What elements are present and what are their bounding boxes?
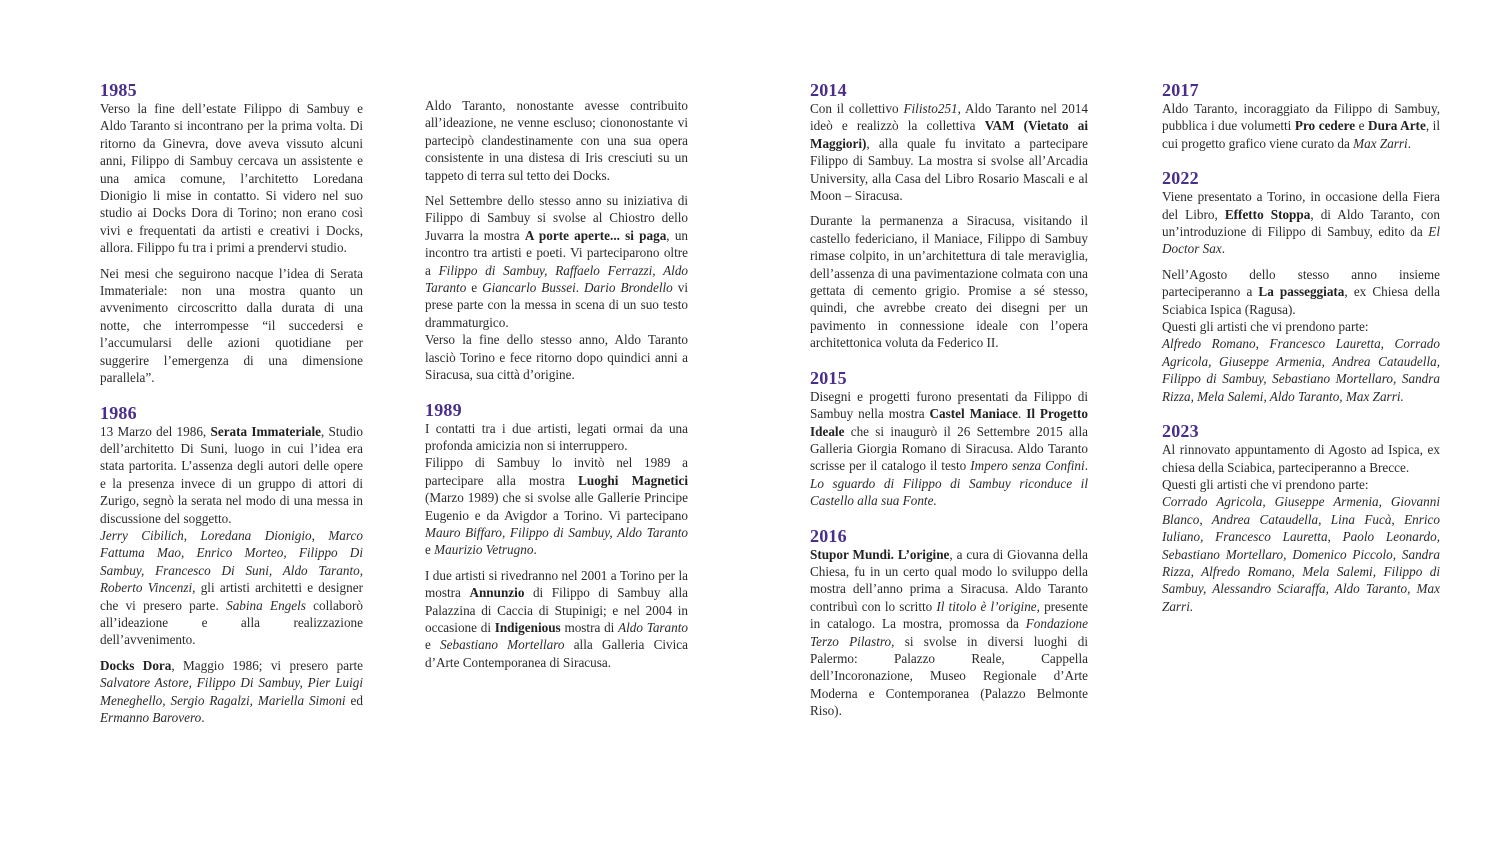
text: Nel Settembre dello stesso anno su iniziativa di Filippo di Sambuy si svolse al Chiostro dello Juvarra la mostra [425,193,688,243]
section-2017 [1162,80,1440,152]
text: Filippo di Sambuy lo invitò nel 1989 a partecipare alla mostra [425,455,688,488]
artist-names: Corrado Agricola, Giuseppe Armenia, Giovanni Blanco, Andrea Cataudella, Lina Fucà, Enrico Iuliano, Francesco Lauretta, Paolo Leonardo, Sebastiano Mortellaro, Domenico Piccolo, Sandra Rizza, Alfredo Romano, Mela Salemi, Filippo di Sambuy, Alessandro Sciaraffa, Aldo Taranto, Max Zarri. [1162,494,1440,614]
text: e [466,280,483,296]
column-4 [1162,80,1440,631]
year-heading-2015: 2015 [810,367,847,388]
column-2 [425,97,688,687]
artist-names: Alfredo Romano, Francesco Lauretta, Corrado Agricola, Giuseppe Armenia, Andrea Cataudella, Filippo di Sambuy, Sebastiano Mortellaro, Sandra Rizza, Mela Salemi, Aldo Taranto, Max Zarri. [1162,336,1440,404]
event-title: Docks Dora [100,657,172,673]
artist-names: Filippo di Sambuy, Raffaelo Ferrazzi, Aldo Taranto [425,262,689,296]
year-heading-2022: 2022 [1162,168,1199,189]
text: di Filippo di Sambuy alla Palazzina di Caccia di Stupinigi; e nel 2004 in occasione di [425,585,688,635]
paragraph [1162,266,1440,318]
paragraph [100,657,363,727]
text: mostra di [560,619,619,635]
text: e [1355,118,1369,134]
event-title: Serata Immateriale [210,423,321,439]
text: . [1017,406,1027,422]
artist-list [1162,493,1440,615]
text: I due artisti si rivedranno nel 2001 a Torino per la mostra [425,567,688,601]
text: . [1407,135,1412,151]
section-2022 [1162,168,1440,405]
text: . [1221,241,1225,257]
artist-names: Maurizio Vetrugno [434,542,534,558]
artist-names: Sabina Engels [226,597,306,613]
text: . [533,542,537,558]
year-heading-2016: 2016 [810,525,847,546]
text: Con il collettivo [810,101,904,116]
book-title: Dura Arte [1368,118,1426,134]
foundation-name: Fondazione Terzo Pilastro [810,616,1088,649]
paragraph: Verso la fine dello stesso anno, Aldo Taranto lasciò Torino e fece ritorno dopo quindici anni a Siracusa, sua città d’origine. [425,332,688,383]
text: vi prese parte con la messa in scena di un suo testo drammaturgico. [425,280,688,330]
artist-names: Sebastiano Mortellaro [440,637,565,653]
event-title: Luoghi Magnetici [578,472,688,488]
year-heading-2017: 2017 [1162,80,1199,100]
artist-names: Aldo Taranto [618,619,688,635]
section-1985 [100,80,363,387]
artist-names: Mauro Biffaro, Filippo di Sambuy, Aldo Taranto [425,524,688,540]
paragraph: I contatti tra i due artisti, legati ormai da una profonda amicizia non si interruppero. [425,420,688,453]
text: Aldo Taranto, incoraggiato da Filippo di Sambuy, pubblica i due volumetti [1162,101,1440,134]
text: . [1084,458,1088,474]
paragraph [425,454,688,558]
section-2014 [810,80,1088,352]
text-title: Impero senza Confini [970,458,1085,474]
collective-name: Filisto251 [903,101,958,116]
paragraph [100,527,363,649]
column-3 [810,80,1088,736]
paragraph [810,546,1088,720]
artist-list [1162,335,1440,405]
designer-name: Max Zarri [1353,135,1408,151]
text-title: Il titolo è l’origine [936,598,1037,614]
event-title: Il Progetto Ideale [810,406,1089,439]
artist-names: Salvatore Astore, Filippo Di Sambuy, Pier Luigi Meneghello, Sergio Ragalzi, Mariella Simoni [100,675,363,708]
paragraph [425,567,688,671]
text: , il cui progetto grafico viene curato da [1162,118,1440,151]
text: , ex Chiesa della Sciabica Ispica (Ragusa). [1162,284,1440,317]
paragraph: Questi gli artisti che vi prendono parte: [1162,319,1369,335]
paragraph: Nei mesi che seguirono nacque l’idea di Serata Immateriale: non una mostra quanto un avvenimento circoscritto dalla durata di una notte, che interrompesse “il succedersi e l’accumularsi delle azioni quotidiane per suggerire l’emergenza di una dimensione parallela”. [100,265,363,386]
text: ed [345,692,363,708]
text: collaborò all’ideazione e alla realizzazione dell’avvenimento. [100,597,363,648]
event-title: A porte aperte... si paga [524,227,667,243]
paragraph [1162,100,1440,152]
event-title: VAM (Vietato ai Maggiori) [810,118,1088,151]
text: , Studio dell’architetto Di Suni, luogo in cui l’idea era stata partorita. L’assenza degli autori delle opere e la presenza invece di un gruppo di attori di Zurigo, segnò la serata nel modo di una messa in discussione del soggetto. [100,423,363,526]
text: , Maggio 1986; vi presero parte [171,657,363,673]
text: , a cura di Giovanna della Chiesa, fu in un certo qual modo lo sviluppo della mostra dell’anno prima a Siracusa. Aldo Taranto contribuì con lo scritto [810,546,1088,614]
section-2023 [1162,421,1440,615]
text: e [425,637,441,653]
paragraph: Durante la permanenza a Siracusa, visitando il castello federiciano, il Maniace, Filippo di Sambuy rimase colpito, in un’architettura di tale meraviglia, dell’assenza di una pavimentazione colmata con una gettata di cemento grigio. Promise a sé stesso, quindi, che avrebbe creato dei disegni per un pavimento in connessione ideale con l’opera architettonica voluta da Federico II. [810,213,1088,351]
paragraph [100,423,363,527]
text: , di Aldo Taranto, con un’introduzione di Filippo di Sambuy, edito da [1162,206,1440,240]
text: 13 Marzo del 1986, [100,423,211,439]
paragraph: Verso la fine dell’estate Filippo di Sambuy e Aldo Taranto si incontrano per la prima volta. Di ritorno da Ginevra, dove aveva vissuto alcuni anni, Filippo di Sambuy cercava un assistente e una amica comune, l’architetto Loredana Dionigio li mise in contatto. Si videro nel suo studio ai Docks Dora di Torino; non erano così vivi e frequentati da artisti e creativi i Docks, allora. Filippo fu tra i primi a prendervi studio. [100,101,363,256]
event-title: Castel Maniace [929,406,1018,422]
paragraph [1162,188,1440,258]
book-title: Effetto Stoppa [1224,206,1311,222]
year-heading-2023: 2023 [1162,421,1199,442]
column-1 [100,80,363,742]
text: , gli artisti architetti e designer che vi presero parte. [100,580,363,613]
text: (Marzo 1989) che si svolse alle Gallerie Principe Eugenio e da Avigdor a Torino. Vi partecipano [425,490,688,523]
text: , alla quale fu invitato a partecipare Filippo di Sambuy. La mostra si svolse all’Arcadia University, alla Casa del Libro Rosario Mascali e al Moon – Siracusa. [810,135,1088,204]
section-1986 [100,403,363,727]
quote: Lo sguardo di Filippo di Sambuy riconduce il Castello alla sua Fonte. [810,475,1088,509]
publisher-name: El Doctor Sax [1162,224,1440,257]
year-heading-2014: 2014 [810,80,847,100]
year-heading-1985: 1985 [100,80,137,100]
section-2015 [810,368,1088,510]
text: , si svolse in diversi luoghi di Palermo: Palazzo Reale, Cappella dell’Incoronazione, Museo Regionale d’Arte Moderna e Contemporanea (Palazzo Belmonte Riso). [810,633,1089,719]
year-heading-1986: 1986 [100,402,137,423]
paragraph [425,192,688,331]
paragraph: Questi gli artisti che vi prendono parte: [1162,476,1369,492]
event-title: La passeggiata [1258,284,1345,300]
paragraph [810,100,1088,204]
event-title: Annunzio [469,585,525,601]
text: e [425,542,435,558]
text: , Aldo Taranto nel 2014 ideò e realizzò la collettiva [810,101,1089,134]
event-title: Stupor Mundi. L’origine [810,546,950,562]
artist-names: Giancarlo Bussei [482,280,576,296]
paragraph: Al rinnovato appuntamento di Agosto ad Ispica, ex chiesa della Sciabica, parteciperanno a Brecce. [1162,442,1440,475]
event-title: Indigenious [494,619,561,635]
section-1986-continued [425,97,688,384]
text: . [575,280,585,296]
paragraph: Aldo Taranto, nonostante avesse contribuito all’ideazione, ne venne escluso; ciononostante vi partecipò clandestinamente con una sua opera consistente in una distesa di Iris cresciuti su un tappeto di terra sul tetto dei Docks. [425,98,688,183]
text: , un incontro tra artisti e poeti. Vi parteciparono oltre a [425,227,689,278]
text: Viene presentato a Torino, in occasione della Fiera del Libro, [1162,189,1440,222]
artist-names: Jerry Cibilich, Loredana Dionigio, Marco Fattuma Mao, Enrico Morteo, Filippo Di Sambuy, Francesco Di Suni, Aldo Taranto, Roberto Vincenzi [100,527,363,596]
artist-names: Dario Brondello [584,280,673,296]
year-heading-1989: 1989 [425,399,462,420]
book-title: Pro cedere [1294,118,1356,134]
text: Nell’Agosto dello stesso anno insieme parteciperanno a [1162,266,1440,300]
paragraph [810,388,1088,510]
text: Disegni e progetti furono presentati da Filippo di Sambuy nella mostra [810,388,1088,422]
artist-names: Ermanno Barovero [100,710,202,725]
text: , presente in catalogo. La mostra, promossa da [810,598,1089,632]
text: che si inaugurò il 26 Settembre 2015 alla Galleria Giorgia Romano di Siracusa. Aldo Taranto scrisse per il catalogo il testo [810,423,1088,474]
section-2016 [810,526,1088,720]
text: . [201,710,205,725]
section-1989 [425,400,688,672]
text: alla Galleria Civica d’Arte Contemporanea di Siracusa. [425,637,688,670]
